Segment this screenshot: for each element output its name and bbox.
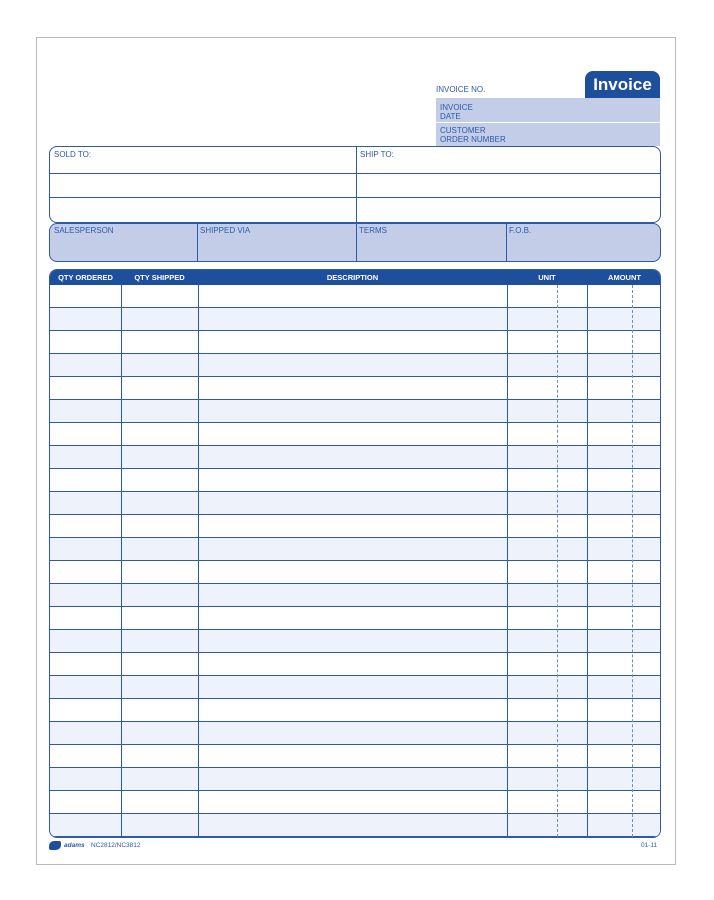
revision-code: 01-11 xyxy=(641,842,658,849)
table-row[interactable] xyxy=(50,423,660,446)
ship-to-label: SHIP TO: xyxy=(360,150,394,159)
sold-to-label: SOLD TO: xyxy=(54,150,92,159)
table-row[interactable] xyxy=(50,469,660,492)
table-row[interactable] xyxy=(50,538,660,561)
table-row[interactable] xyxy=(50,561,660,584)
invoice-no-label: INVOICE NO. xyxy=(436,85,486,94)
table-row[interactable] xyxy=(50,285,660,308)
table-row[interactable] xyxy=(50,400,660,423)
column-amount: AMOUNT xyxy=(608,273,641,282)
table-row[interactable] xyxy=(50,676,660,699)
table-row[interactable] xyxy=(50,584,660,607)
sold-to-field[interactable] xyxy=(50,160,355,222)
fob-label: F.O.B. xyxy=(509,226,532,235)
column-divider xyxy=(587,285,588,837)
customer-label-1: CUSTOMER xyxy=(440,126,486,135)
invoice-date-label-2: DATE xyxy=(440,112,461,121)
ship-to-field[interactable] xyxy=(357,160,660,222)
details-divider-1 xyxy=(197,223,198,262)
column-divider xyxy=(198,285,199,837)
line-items-table xyxy=(49,269,661,838)
column-qty-shipped: QTY SHIPPED xyxy=(134,273,185,282)
table-row[interactable] xyxy=(50,699,660,722)
details-box xyxy=(49,223,661,262)
table-row[interactable] xyxy=(50,515,660,538)
table-row[interactable] xyxy=(50,768,660,791)
details-divider-3 xyxy=(506,223,507,262)
salesperson-label: SALESPERSON xyxy=(54,226,114,235)
cents-divider xyxy=(632,285,633,837)
table-row[interactable] xyxy=(50,331,660,354)
table-row[interactable] xyxy=(50,814,660,837)
terms-label: TERMS xyxy=(359,226,387,235)
table-row[interactable] xyxy=(50,607,660,630)
adams-logo xyxy=(49,841,61,850)
table-row[interactable] xyxy=(50,492,660,515)
column-divider xyxy=(507,285,508,837)
column-divider xyxy=(121,285,122,837)
column-unit: UNIT xyxy=(538,273,556,282)
table-row[interactable] xyxy=(50,653,660,676)
invoice-date-label-1: INVOICE xyxy=(440,103,473,112)
shipped-via-label: SHIPPED VIA xyxy=(200,226,251,235)
table-row[interactable] xyxy=(50,722,660,745)
column-qty-ordered: QTY ORDERED xyxy=(58,273,113,282)
table-row[interactable] xyxy=(50,308,660,331)
table-row[interactable] xyxy=(50,354,660,377)
table-row[interactable] xyxy=(50,745,660,768)
table-row[interactable] xyxy=(50,377,660,400)
details-divider-2 xyxy=(356,223,357,262)
invoice-title-badge: Invoice xyxy=(585,71,660,98)
form-code: NC2812/NC3812 xyxy=(91,842,141,849)
table-row[interactable] xyxy=(50,446,660,469)
table-header xyxy=(50,270,660,285)
table-row[interactable] xyxy=(50,630,660,653)
customer-label-2: ORDER NUMBER xyxy=(440,135,506,144)
brand-name: adams xyxy=(64,842,85,849)
column-description: DESCRIPTION xyxy=(326,273,379,282)
table-row[interactable] xyxy=(50,791,660,814)
cents-divider xyxy=(557,285,558,837)
